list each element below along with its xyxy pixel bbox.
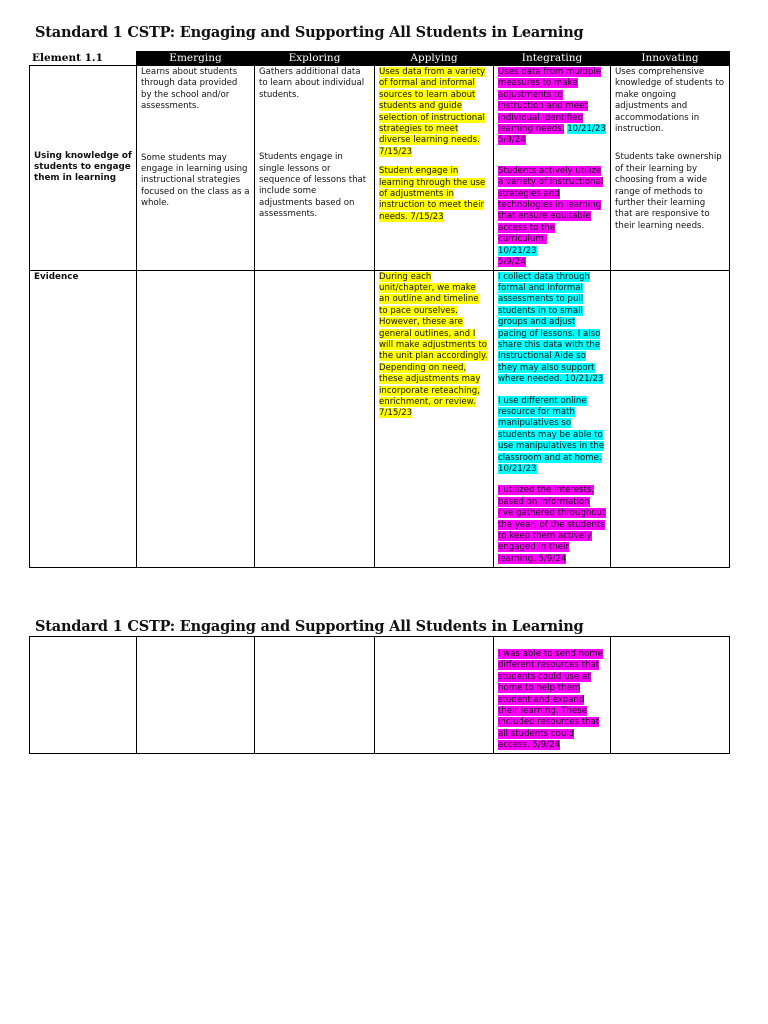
row-label	[30, 66, 137, 271]
integrating-student-date-2: 5/9/24	[498, 257, 526, 268]
evidence-applying	[375, 270, 494, 567]
continued-applying	[375, 637, 494, 754]
cell-applying	[375, 66, 494, 271]
column-header-integrating: Integrating	[494, 52, 611, 66]
evidence-innovating	[611, 270, 730, 567]
integrating-evidence-4: I was able to send home different resources that students could use at home to help them student and expand their learning. These included resources that all students could access. 5/9/24	[498, 649, 604, 751]
continued-row	[30, 637, 730, 754]
evidence-exploring	[255, 270, 375, 567]
applying-evidence: During each unit/chapter, we make an outline and timeline to pace ourselves. However, these are general outlines, and I will make adjustments to the unit plan accordingly. Depending on need, these adjustments may incorporate reteaching, enrichment, or review. 7/15/23	[379, 271, 488, 419]
column-header-applying: Applying	[375, 52, 494, 66]
continued-label	[30, 637, 137, 754]
header-row	[30, 52, 730, 66]
element-row	[30, 66, 730, 271]
page-2-title: Standard 1 CSTP: Engaging and Supporting All Students in Learning	[35, 618, 584, 635]
cell-integrating	[494, 66, 611, 271]
row-label-text: Using knowledge of students to engage them in learning	[34, 150, 132, 184]
integrating-evidence-3: I utilized the interests, based on information I've gathered throughout the year, of the students to keep them actively engaged in their learning. 5/9/24	[498, 485, 606, 564]
integrating-description: Uses data from multiple measures to make adjustments to instruction and meet individual identified learning needs.	[498, 67, 602, 135]
column-header-emerging: Emerging	[137, 52, 255, 66]
exploring-description: Gathers additional data to learn about individual students.	[259, 67, 365, 100]
continued-innovating	[611, 637, 730, 754]
integrating-evidence-2: I use different online resource for math manipulatives so students may be able to use manipulatives in the classroom and at home. 10/21/23	[498, 395, 604, 474]
evidence-integrating	[494, 270, 611, 567]
evidence-row	[30, 270, 730, 567]
cell-innovating	[611, 66, 730, 271]
column-header-innovating: Innovating	[611, 52, 730, 66]
evidence-emerging	[137, 270, 255, 567]
innovating-student-description: Students take ownership of their learning by choosing from a wide range of methods to further their learning that are responsive to their learning needs.	[615, 152, 722, 231]
cstp-table-continued	[29, 636, 730, 754]
integrating-student-date-1: 10/21/23	[498, 245, 537, 256]
element-label: Element 1.1	[30, 52, 137, 66]
continued-emerging	[137, 637, 255, 754]
cell-exploring	[255, 66, 375, 271]
emerging-student-description: Some students may engage in learning using instructional strategies focused on the class as a whole.	[141, 152, 250, 209]
integrating-evidence-1: I collect data through formal and informal assessments to pull students in to small groups and adjust pacing of lessons. I also share this data with the Instructional Aide so they may also support where needed. 10/21/23	[498, 271, 604, 385]
applying-description: Uses data from a variety of formal and informal sources to learn about students and guide selection of instructional strategies to meet diverse learning needs. 7/15/23	[379, 67, 486, 157]
continued-integrating	[494, 637, 611, 754]
column-header-exploring: Exploring	[255, 52, 375, 66]
integrating-date-2: 5/9/24	[498, 135, 526, 146]
integrating-student-description: Students actively utilize a variety of instructional strategies and technologies in learning that ensure equitable access to the curriculum.	[498, 165, 604, 245]
cell-emerging	[137, 66, 255, 271]
continued-exploring	[255, 637, 375, 754]
page-title: Standard 1 CSTP: Engaging and Supporting All Students in Learning	[35, 24, 584, 41]
integrating-date-1: 10/21/23	[567, 124, 606, 135]
cstp-table	[29, 51, 730, 568]
applying-student-description: Student engage in learning through the use of adjustments in instruction to meet their needs. 7/15/23	[379, 166, 486, 222]
innovating-description: Uses comprehensive knowledge of students to make ongoing adjustments and accommodations in instruction.	[615, 67, 725, 135]
evidence-label: Evidence	[30, 270, 137, 567]
exploring-student-description: Students engage in single lessons or sequence of lessons that include some adjustments based on assessments.	[259, 152, 367, 220]
emerging-description: Learns about students through data provided by the school and/or assessments.	[141, 67, 238, 112]
